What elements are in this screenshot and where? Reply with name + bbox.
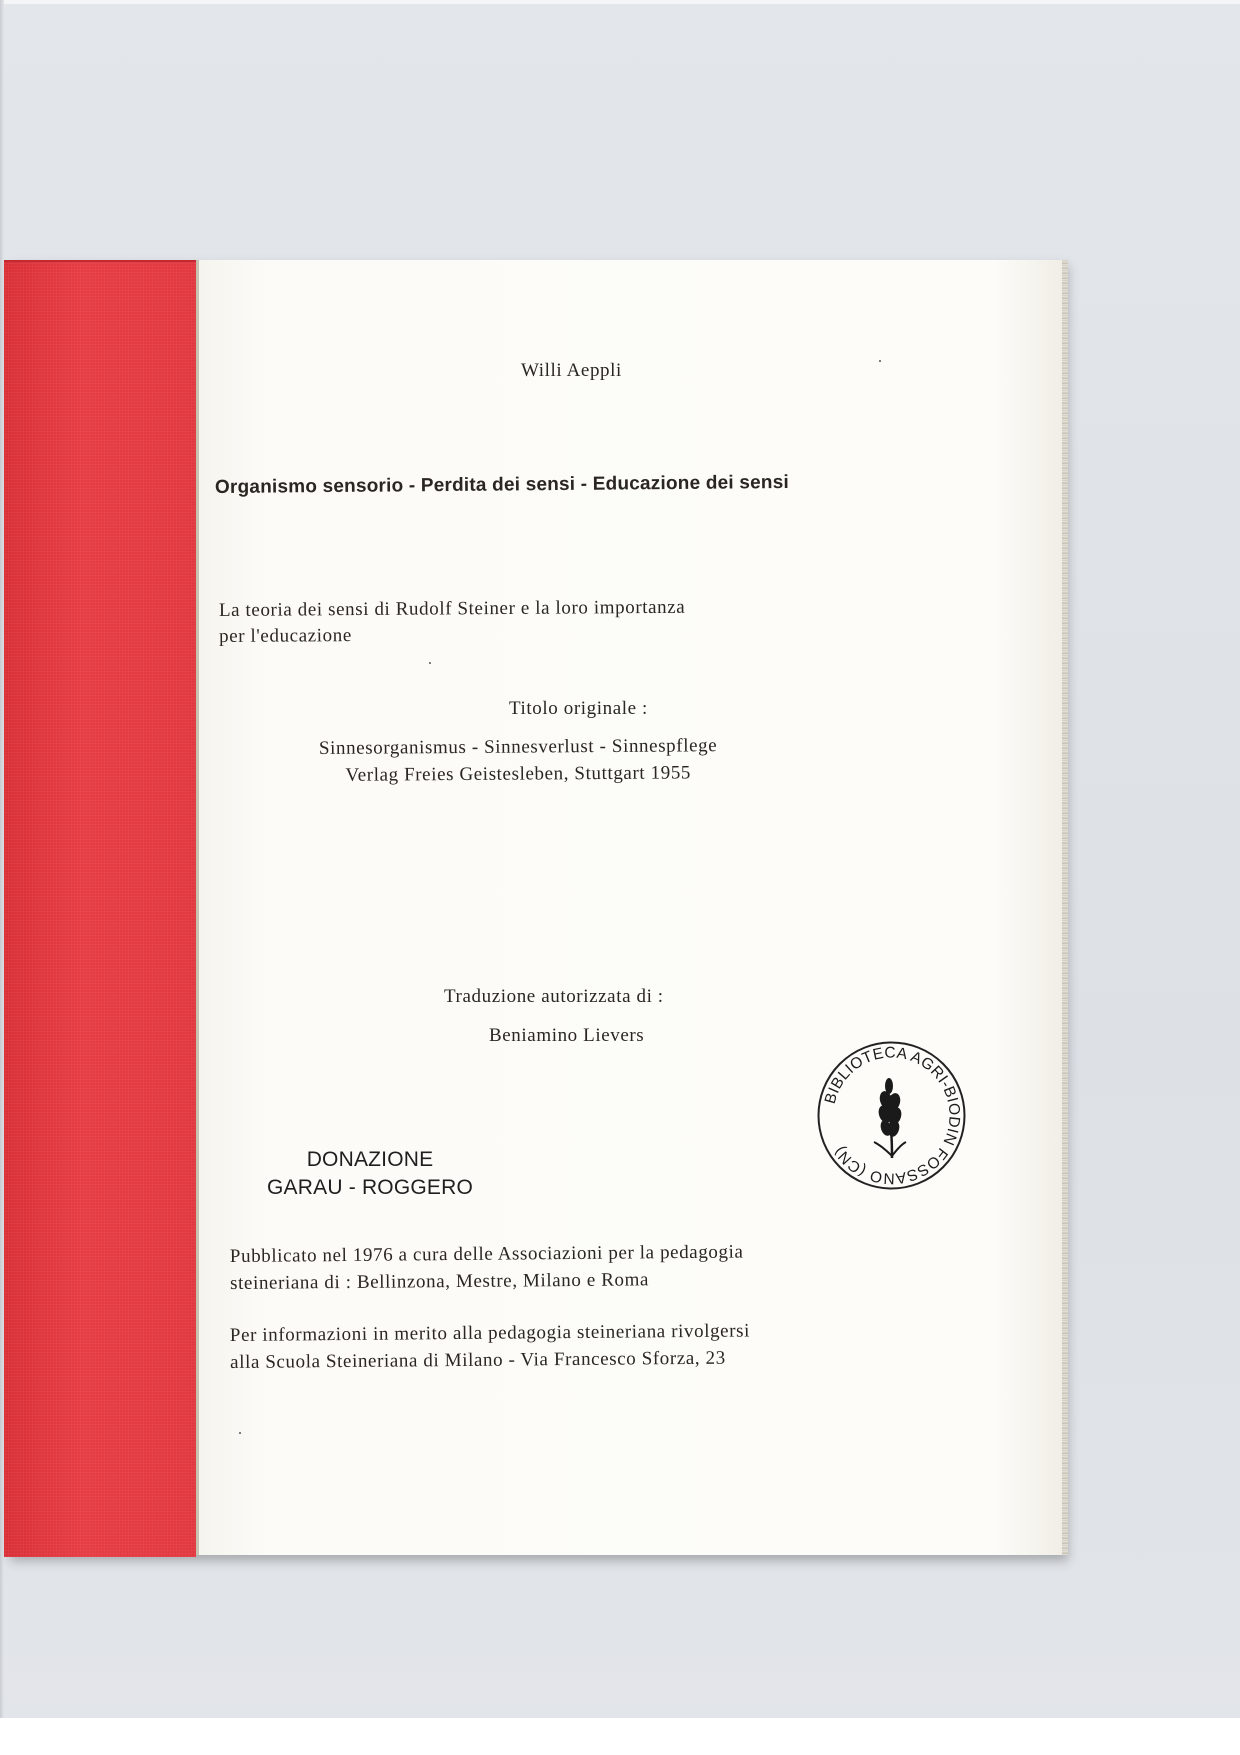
stamp-text: BIBLIOTECA AGRI-BIODIN FOSSANO (CN) — [821, 1044, 963, 1187]
book-title: Organismo sensorio - Perdita dei sensi - Educazione dei sensi — [214, 471, 789, 498]
publication-line: steineriana di : Bellinzona, Mestre, Milano e Roma — [230, 1269, 650, 1294]
paper-speck — [879, 360, 881, 362]
library-stamp — [814, 1038, 969, 1193]
donation-line: DONAZIONE — [306, 1148, 434, 1171]
translation-label: Traduzione autorizzata di : — [444, 986, 664, 1007]
contact-line: Per informazioni in merito alla pedagogia steineriana rivolgersi — [229, 1320, 751, 1347]
translator-name: Beniamino Lievers — [489, 1025, 645, 1046]
original-title — [319, 732, 718, 789]
subtitle-line: La teoria dei sensi di Rudolf Steiner e la loro importanza — [218, 596, 686, 622]
red-spine — [4, 260, 196, 1557]
author-name: Willi Aeppli — [521, 360, 622, 381]
library-stamp-seal — [814, 1038, 969, 1193]
donation-line: GARAU - ROGGERO — [267, 1176, 474, 1199]
scan-bottom-edge — [0, 1718, 1240, 1755]
book-subtitle — [219, 595, 686, 650]
original-title-line: Sinnesorganismus - Sinnesverlust - Sinnespflege — [318, 735, 718, 760]
page-edge — [1062, 260, 1068, 1555]
donation-note — [267, 1146, 473, 1202]
scan-top-edge — [0, 0, 1240, 4]
title-page — [199, 260, 1062, 1555]
publication-note — [230, 1239, 744, 1297]
contact-line: alla Scuola Steineriana di Milano - Via Francesco Sforza, 23 — [230, 1347, 726, 1373]
book — [4, 260, 1062, 1555]
contact-note — [230, 1317, 751, 1376]
original-title-label: Titolo originale : — [509, 698, 648, 719]
paper-speck — [239, 1432, 241, 1434]
subtitle-line: per l'educazione — [219, 625, 352, 647]
paper-speck — [429, 662, 431, 664]
publication-line: Pubblicato nel 1976 a cura delle Associazioni per la pedagogia — [229, 1241, 744, 1268]
wheat-ear-icon — [874, 1078, 906, 1158]
original-title-line: Verlag Freies Geistesleben, Stuttgart 1955 — [345, 762, 692, 786]
